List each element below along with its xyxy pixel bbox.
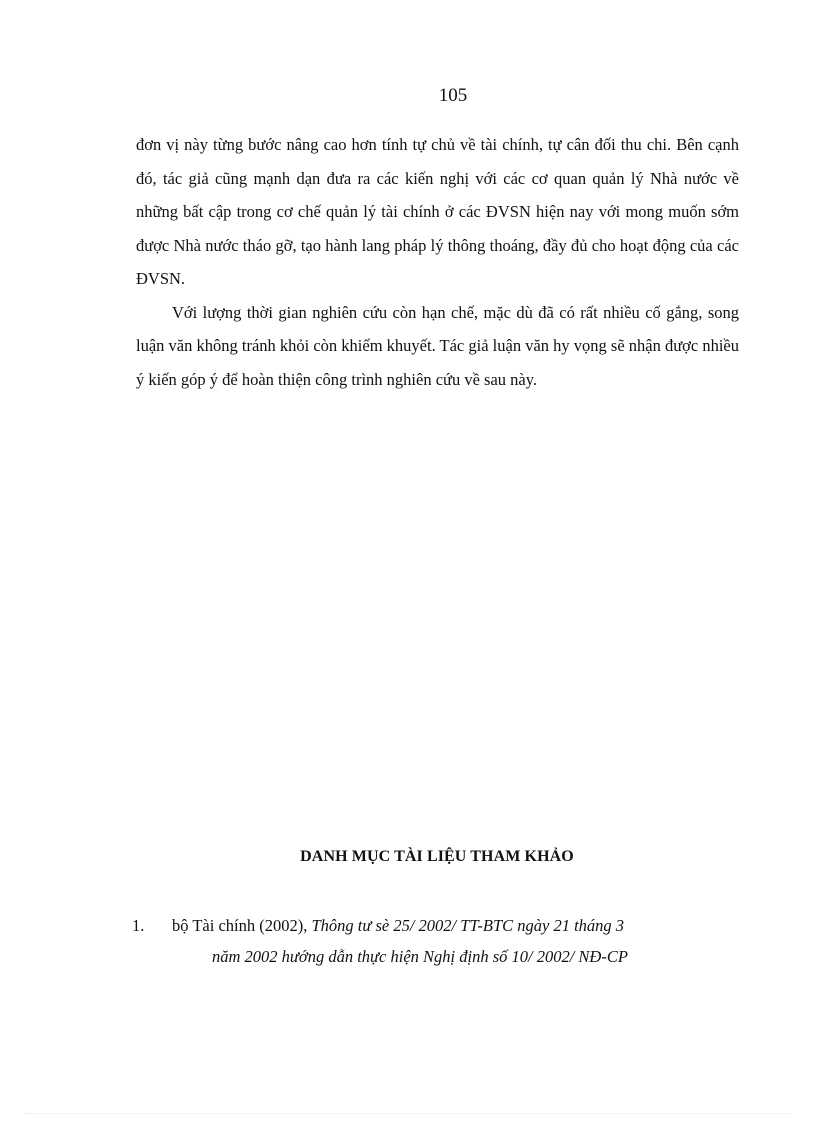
reference-author-year: bộ Tài chính (2002),	[172, 916, 312, 935]
body-text	[136, 128, 739, 396]
references-heading: DANH MỤC TÀI LIỆU THAM KHẢO	[300, 848, 574, 865]
paragraph-conclusion: đơn vị này từng bước nâng cao hơn tính tự chủ về tài chính, tự cân đối thu chi. Bên cạnh đó, tác giả cũng mạnh dạn đưa ra các kiến nghị với các cơ quan quản lý Nhà nước về những bất cập trong cơ chế quản lý tài chính ở các ĐVSN hiện nay với mong muốn sớm được Nhà nước tháo gỡ, tạo hành lang pháp lý thông thoáng, đầy đủ cho hoạt động của các ĐVSN.	[136, 135, 739, 288]
reference-number: 1.	[132, 916, 145, 935]
page-number: 105	[438, 85, 468, 106]
reference-title-line2: năm 2002 hướng dẫn thực hiện Nghị định số 10/ 2002/ NĐ-CP	[212, 947, 628, 966]
paragraph-closing: Với lượng thời gian nghiên cứu còn hạn chế, mặc dù đã có rất nhiều cố gắng, song luận văn không tránh khỏi còn khiếm khuyết. Tác giả luận văn hy vọng sẽ nhận được nhiều ý kiến góp ý để hoàn thiện công trình nghiên cứu về sau này.	[136, 302, 739, 389]
reference-item	[132, 910, 740, 972]
references-list	[132, 910, 740, 972]
reference-title-line1: Thông tư sè 25/ 2002/ TT-BTC ngày 21 tháng 3	[311, 916, 625, 935]
footer-rule	[24, 1113, 792, 1114]
